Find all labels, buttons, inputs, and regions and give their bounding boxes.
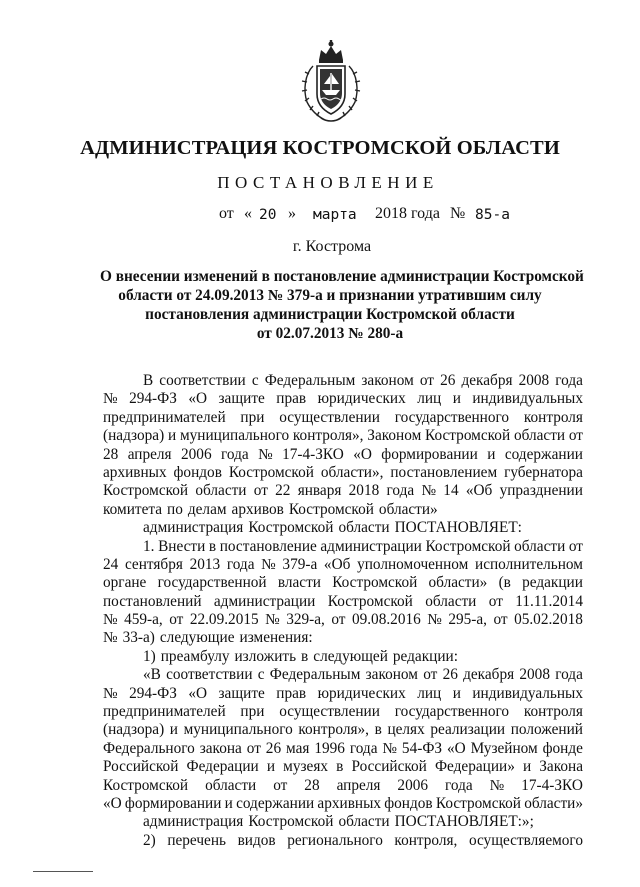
subject-line: постановления администрации Костромской области [145,306,515,323]
quote-open: « [244,205,252,222]
date-number-line [0,205,640,227]
body-line: предпринимателей при осуществлении государственного контроля [103,703,583,721]
document-type: ПОСТАНОВЛЕНИЕ [217,173,439,192]
footer-rule [33,871,93,872]
body-line: 24 сентября 2013 года № 379-а «Об уполномоченном исполнительном [103,555,583,573]
body-line: органе государственной власти Костромской области» (в редакции [103,574,583,592]
body-line: Костромской области от 28 апреля 2006 года № 17-4-ЗКО [103,776,583,794]
date-month: марта [313,207,357,223]
body-line: № 459-а, от 22.09.2015 № 329-а, от 09.08.2016 № 295-а, от 05.02.2018 [103,611,583,629]
body-line: Федерального закона от 26 мая 1996 года № 54-ФЗ «О Музейном фонде [103,739,583,757]
body-line: № 33-а) следующие изменения: [103,629,313,647]
date-prefix: от [219,205,234,222]
body-line: (надзора) и муниципального контроля», в целях реализации положений [103,721,583,739]
body-line: № 294-ФЗ «О защите прав юридических лиц и индивидуальных [103,684,583,702]
body-line: (надзора) и муниципального контроля», Законом Костромской области от [103,427,583,445]
body-line: 1) преамбулу изложить в следующей редакции: [143,647,458,665]
body-line: «О формировании и содержании архивных фондов Костромской области» [103,794,583,812]
body-line: предпринимателей при осуществлении государственного контроля [103,408,583,426]
organization-title: АДМИНИСТРАЦИЯ КОСТРОМСКОЙ ОБЛАСТИ [80,137,560,159]
city-line: г. Кострома [292,238,372,255]
body-line: «В соответствии с Федеральным законом от 26 декабря 2008 года [143,666,583,684]
body-line: постановлений администрации Костромской области от 11.11.2014 [103,592,583,610]
coat-of-arms-icon [299,40,363,124]
date-year: 2018 года [375,205,440,222]
body-line: администрация Костромской области ПОСТАНОВЛЯЕТ:»; [143,813,534,831]
document-number: 85-а [475,207,510,223]
document-subject [100,267,584,343]
body-line: 1. Внести в постановление администрации Костромской области от [143,537,583,555]
date-day: 20 [259,207,277,223]
body-line: Костромской области от 22 января 2018 года № 14 «Об упразднении [103,482,583,500]
body-line: комитета по делам архивов Костромской области» [103,500,438,518]
number-sign: № [450,205,466,222]
body-line: 2) перечень видов регионального контроля, осуществляемого [143,831,583,849]
body-line: архивных фондов Костромской области», постановлением губернатора [103,463,583,481]
body-line: В соответствии с Федеральным законом от 26 декабря 2008 года [143,372,583,389]
body-line: Российской Федерации и музеях в Российской Федерации» и Закона [103,758,583,776]
document-body [103,372,583,850]
quote-close: » [288,205,296,222]
subject-line: области от 24.09.2013 № 379-а и признании утратившим силу [118,287,542,304]
body-line: № 294-ФЗ «О защите прав юридических лиц и индивидуальных [103,390,583,408]
body-line: 28 апреля 2006 года № 17-4-ЗКО «О формировании и содержании [103,445,583,463]
body-line: администрация Костромской области ПОСТАНОВЛЯЕТ: [143,519,522,537]
subject-line: О внесении изменений в постановление администрации Костромской [100,268,584,285]
subject-line: от 02.07.2013 № 280-а [256,325,404,342]
